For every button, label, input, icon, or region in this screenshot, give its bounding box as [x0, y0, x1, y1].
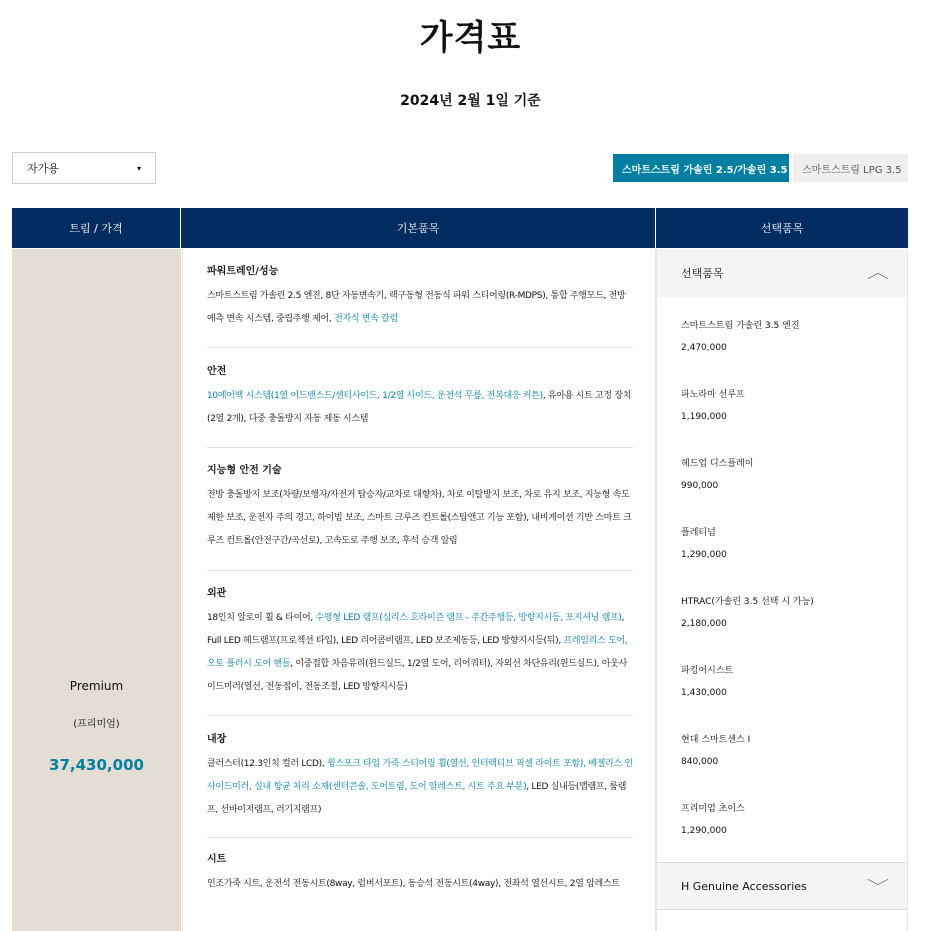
usage-type-value: 자가용 — [27, 162, 59, 175]
option-item — [681, 595, 891, 631]
highlighted-feature-text: 전자식 변속 칼럼 — [334, 314, 398, 324]
basic-section-body — [207, 753, 633, 822]
basic-section-body — [207, 285, 633, 331]
option-item — [681, 319, 891, 355]
option-item — [681, 664, 891, 700]
basic-section-title: 지능형 안전 기술 — [207, 465, 282, 476]
option-price: 1,290,000 — [681, 826, 727, 836]
basic-section — [207, 464, 633, 553]
chevron-up-icon: ︿ — [866, 266, 890, 282]
header-basic: 기본품목 — [181, 208, 656, 248]
section-divider — [207, 347, 633, 348]
option-price: 1,190,000 — [681, 412, 727, 422]
section-divider — [207, 570, 633, 571]
option-name: 현대 스마트센스 I — [681, 735, 751, 745]
option-column — [656, 249, 908, 931]
trim-name: Premium — [69, 679, 124, 693]
accessories-accordion-header[interactable] — [657, 862, 907, 910]
basic-section-body — [207, 607, 633, 699]
feature-text: , Full LED 헤드램프(프로젝션 타입), LED 리어콤비램프, LED 보조제동등, LED 방향지시등(뒤), — [207, 613, 625, 646]
accessories-label: H Genuine Accessories — [681, 879, 807, 893]
basic-section-title: 내장 — [207, 734, 227, 745]
option-name: HTRAC(가솔린 3.5 선택 시 가능) — [681, 597, 814, 607]
basic-section — [207, 365, 633, 431]
feature-text: 전방 충돌방지 보조(차량/보행자/자전거 탑승자/교차로 대향차), 차로 이탈방지 보조, 차로 유지 보조, 지능형 속도 제한 보조, 운전자 주의 경고, 하이빔 보조, 스마트 크루즈 컨트롤(스탑앤고 기능 포함), 내비게이션 기반 스마트 크루즈 컨트롤(안전구간/곡선로), 고속도로 주행 보조, 후석 승객 알림 — [207, 490, 632, 546]
feature-text: 클러스터(12.3인치 컬러 LCD), — [207, 759, 327, 769]
trim-column — [12, 249, 181, 931]
basic-section-body — [207, 873, 633, 896]
trim-price: 37,430,000 — [49, 756, 144, 774]
basic-section — [207, 733, 633, 822]
page-title: 가격표 — [419, 18, 522, 58]
header-option: 선택품목 — [760, 222, 804, 235]
feature-text: 18인치 알로이 휠 & 타이어, — [207, 613, 316, 623]
basic-section-body — [207, 484, 633, 553]
reference-date: 2024년 2월 1일 기준 — [400, 93, 541, 109]
basic-section — [207, 853, 633, 896]
chevron-down-icon: ﹀ — [866, 879, 890, 895]
option-accordion-header[interactable] — [657, 249, 907, 297]
option-name: 파노라마 선루프 — [681, 390, 745, 400]
option-name: 스마트스트림 가솔린 3.5 엔진 — [681, 321, 800, 331]
option-price: 840,000 — [681, 757, 719, 767]
option-item — [681, 802, 891, 838]
option-header-label: 선택품목 — [681, 267, 724, 280]
header-trim: 트림 / 가격 — [12, 208, 181, 248]
option-name: 프리미엄 초이스 — [681, 804, 745, 814]
section-divider — [207, 715, 633, 716]
trim-subname: (프리미엄) — [73, 719, 120, 730]
option-item — [681, 526, 891, 562]
option-item — [681, 733, 891, 769]
basic-section-title: 시트 — [207, 854, 227, 865]
usage-type-select[interactable] — [12, 152, 156, 184]
feature-text: 스마트스트림 가솔린 2.5 엔진, 8단 자동변속기, 랙구동형 전동식 파워 스티어링(R-MDPS), 통합 주행모드, 전방 예측 변속 시스템, 중립주행 제어, — [207, 291, 626, 324]
option-price: 2,180,000 — [681, 619, 727, 629]
basic-section — [207, 587, 633, 699]
option-name: 플레티넘 — [681, 528, 716, 538]
tab-lpg[interactable]: 스마트스트림 LPG 3.5 — [793, 154, 908, 182]
feature-text: , 이중접합 차음유리(윈드실드, 1/2열 도어, 리어쿼터), 자외선 차단유리(윈드실드), 아웃사이드미러(열선, 전동접이, 전동조절, LED 방향지시등) — [207, 659, 627, 692]
tab-gasoline[interactable]: 스마트스트림 가솔린 2.5/가솔린 3.5 — [613, 154, 789, 182]
basic-section-title: 안전 — [207, 366, 227, 377]
basic-section — [207, 265, 633, 331]
highlighted-feature-text: 10에어백 시스템(1열 어드밴스드/센터사이드, 1/2열 사이드, 운전석 무릎, 전복대응 커튼) — [207, 391, 543, 401]
section-divider — [207, 447, 633, 448]
basic-items-column — [182, 249, 656, 931]
highlighted-feature-text: 프레임리스 도어, 오토 플러시 도어 핸들 — [207, 636, 628, 669]
feature-text: , 유아용 시트 고정 장치(2열 2개), 다중 충돌방지 자동 제동 시스템 — [207, 391, 632, 424]
option-price: 2,470,000 — [681, 343, 727, 353]
option-price: 1,290,000 — [681, 550, 727, 560]
option-item — [681, 457, 891, 493]
table-header — [12, 208, 908, 248]
option-item — [681, 388, 891, 424]
feature-text: 인조가죽 시트, 운전석 전동시트(8way, 럼버서포트), 동승석 전동시트(4way), 전좌석 열선시트, 2열 암레스트 — [207, 879, 620, 889]
option-name: 파킹어시스트 — [681, 666, 734, 676]
basic-section-title: 외관 — [207, 588, 227, 599]
highlighted-feature-text: 수평형 LED 램프(심리스 호라이즌 램프 - 주간주행등, 방향지시등, 포지셔닝 램프) — [315, 613, 622, 623]
section-divider — [207, 837, 633, 838]
basic-section-body — [207, 385, 633, 431]
highlighted-feature-text: 윙스포크 타입 가죽 스티어링 휠(열선, 인터랙티브 픽셀 라이트 포함), 베젤리스 인사이드미러, 실내 항균 처리 소재(센터콘솔, 도어트림, 도어 암레스트, 시트 주요 부분) — [207, 759, 633, 792]
option-price: 1,430,000 — [681, 688, 727, 698]
basic-section-title: 파워트레인/성능 — [207, 266, 279, 277]
caret-down-icon: ▾ — [136, 163, 141, 173]
feature-text: , LED 실내등(맵램프, 룸램프, 선바이저램프, 러기지램프) — [207, 782, 627, 815]
option-price: 990,000 — [681, 481, 719, 491]
option-name: 헤드업 디스플레이 — [681, 459, 754, 469]
